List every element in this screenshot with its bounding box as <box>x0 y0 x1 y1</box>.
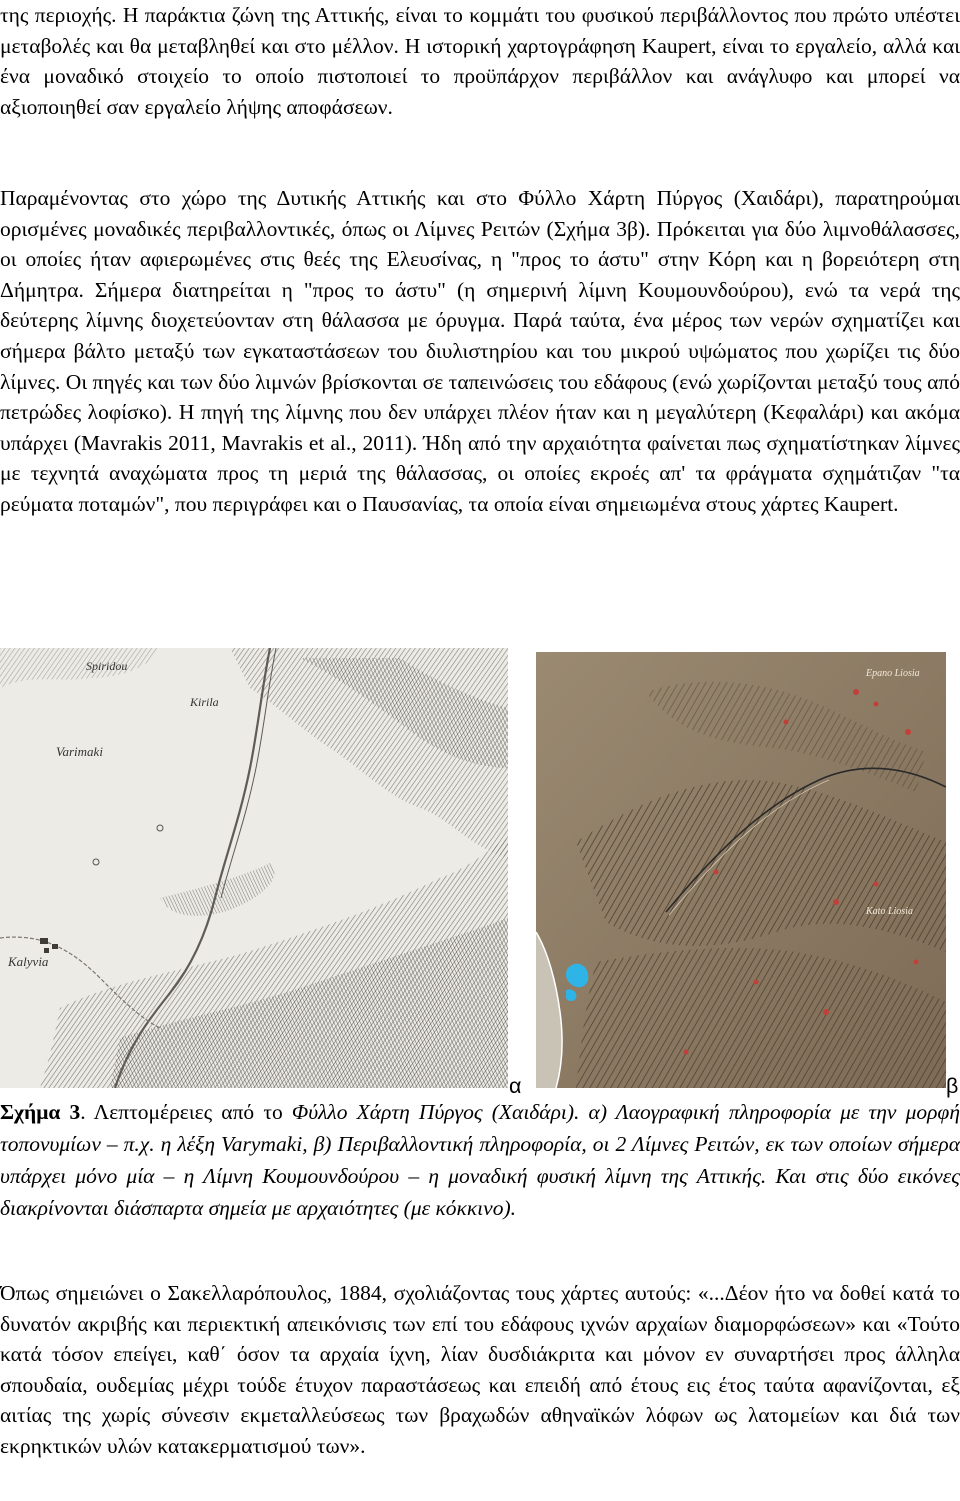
village-marker <box>52 944 58 949</box>
label-epano-liosia: Epano Liosia <box>866 668 920 679</box>
label-varimaki: Varimaki <box>56 744 103 759</box>
figure-letter-a: α <box>509 1074 522 1098</box>
antiquity-point <box>157 825 163 831</box>
figure-caption <box>0 1096 960 1224</box>
antiquity-point <box>833 899 839 905</box>
map-b-drawing <box>536 652 946 1088</box>
antiquity-point <box>914 960 919 965</box>
antiquity-point <box>714 870 719 875</box>
label-spiridou: Spiridou <box>86 659 128 673</box>
caption-text-2: Φύλλο Χάρτη Πύργος (Χαιδάρι). α) Λαογραφική πληροφορία με την μορφή τοπονυμίων – π.χ. η λέξη Varymaki, β) Περιβαλλοντική πληροφορία, οι 2 Λίμνες Ρειτών, εκ των οποίων σήμερα υπάρχει μόνο μία – η Λίμνη Κουμουνδούρου – η μοναδική φυσική λίμνη της Αττικής. Και στις δύο εικόνες διακρίνονται διάσπαρτα σημεία με αρχαιότητες (με κόκκινο). <box>0 1100 960 1220</box>
label-kalyvia: Kalyvia <box>8 954 49 969</box>
figure-3 <box>0 648 960 1088</box>
map-b-reitoi-lakes <box>536 652 946 1088</box>
paragraph-intro: της περιοχής. Η παράκτια ζώνη της Αττικής, είναι το κομμάτι του φυσικού περιβάλλοντος που πρώτο υπέστει μεταβολές και θα μεταβληθεί και στο μέλλον. Η ιστορική χαρτογράφηση Kaupert, είναι το εργαλείο, αλλά και ένα μοναδικό στοιχείο το οποίο πιστοποιεί το προϋπάρχον περιβάλλον και ανάγλυφο και μπορεί να αξιοποιηθεί σαν εργαλείο λήψης αποφάσεων. <box>0 3 960 119</box>
label-kato-liosia: Kato Liosia <box>866 906 913 917</box>
label-kirila: Kirila <box>190 695 219 709</box>
paragraph-lakes: Παραμένοντας στο χώρο της Δυτικής Αττικής και στο Φύλλο Χάρτη Πύργος (Χαιδάρι), παρατηρούμαι ορισμένες μοναδικές περιβαλλοντικές, όπως οι Λίμνες Ρειτών (Σχήμα 3β). Πρόκειται για δύο λιμνοθάλασσες, οι οποίες ήταν αφιερωμένες στις θεές της Ελευσίνας, η "προς το άστυ" στην Κόρη και η βορειότερη στη Δήμητρα. Σήμερα διατηρείται η "προς το άστυ" (η σημερινή λίμνη Κουμουνδούρου), ενώ τα νερά της δεύτερης λίμνης διοχετεύονταν στη θάλασσα με όρυγμα. Παρά ταύτα, ένα μέρος των νερών σχηματίζει και σήμερα βάλτο μεταξύ των εγκαταστάσεων του διυλιστηρίου και του μικρού υψώματος που χωρίζει τις δύο λίμνες. Οι πηγές και των δύο λιμνών βρίσκονται σε ταπεινώσεις του εδάφους (ενώ χωρίζονται μεταξύ τους από πετρώδες λοφίσκο). Η πηγή της λίμνης που δεν υπάρχει πλέον ήταν και η μεγαλύτερη (Κεφαλάρι) και ακόμα υπάρχει (Mavrakis 2011, Mavrakis et al., 2011). Ήδη από την αρχαιότητα φαίνεται πως σχηματίστηκαν λίμνες με τεχνητά αναχώματα προς τη μεριά της θάλασσας, οι οποίες εκροές απ' τα φράγματα σχημάτιζαν "τα ρεύματα ποταμών", που περιγράφει και ο Παυσανίας, τα οποία είναι σημειωμένα στους χάρτες Kaupert. <box>0 186 960 516</box>
antiquity-point <box>905 729 911 735</box>
paragraph-sakellaropoulos: Όπως σημειώνει ο Σακελλαρόπουλος, 1884, σχολιάζοντας τους χάρτες αυτούς: «...Δέον ήτο να δοθεί κατά το δυνατόν ακριβής και περιεκτική απεικόνισις των επί του εδάφους ιχνών αρχαίων διαμορφώσεων» και «Τούτο κατά τόσον επείγει, καθ΄ όσον τα αρχαία ίχνη, λίαν δυσδιάκριτα και μόνον εν συναρτήσει προς άλληλα σπουδαία, ουδεμίας μέχρι τούδε έτυχον παραστάσεως και επειδή από έτους εις έτος ταύτα αφανίζονται, εξ αιτίας της χωρίς σύνεσιν εκμεταλλεύσεως των βραχωδών αθηναϊκών λόφων ως λατομείων και διά των εκρηκτικών υλών κατακερματισμού των». <box>0 1281 960 1458</box>
village-marker <box>44 948 49 953</box>
antiquity-point <box>823 1009 829 1015</box>
antiquity-point <box>874 882 879 887</box>
map-a-kaupert-folklore <box>0 648 508 1088</box>
antiquity-point <box>784 720 789 725</box>
figure-letter-b: β <box>946 1074 959 1098</box>
antiquity-point <box>853 689 859 695</box>
antiquity-point <box>874 702 879 707</box>
caption-label: Σχήμα 3 <box>0 1100 81 1124</box>
antiquity-point <box>754 980 759 985</box>
caption-text-1: . Λεπτομέρειες από το <box>80 1100 292 1124</box>
village-marker <box>40 938 48 944</box>
antiquity-point <box>93 859 99 865</box>
antiquity-point <box>684 1050 689 1055</box>
map-a-drawing <box>0 648 508 1088</box>
